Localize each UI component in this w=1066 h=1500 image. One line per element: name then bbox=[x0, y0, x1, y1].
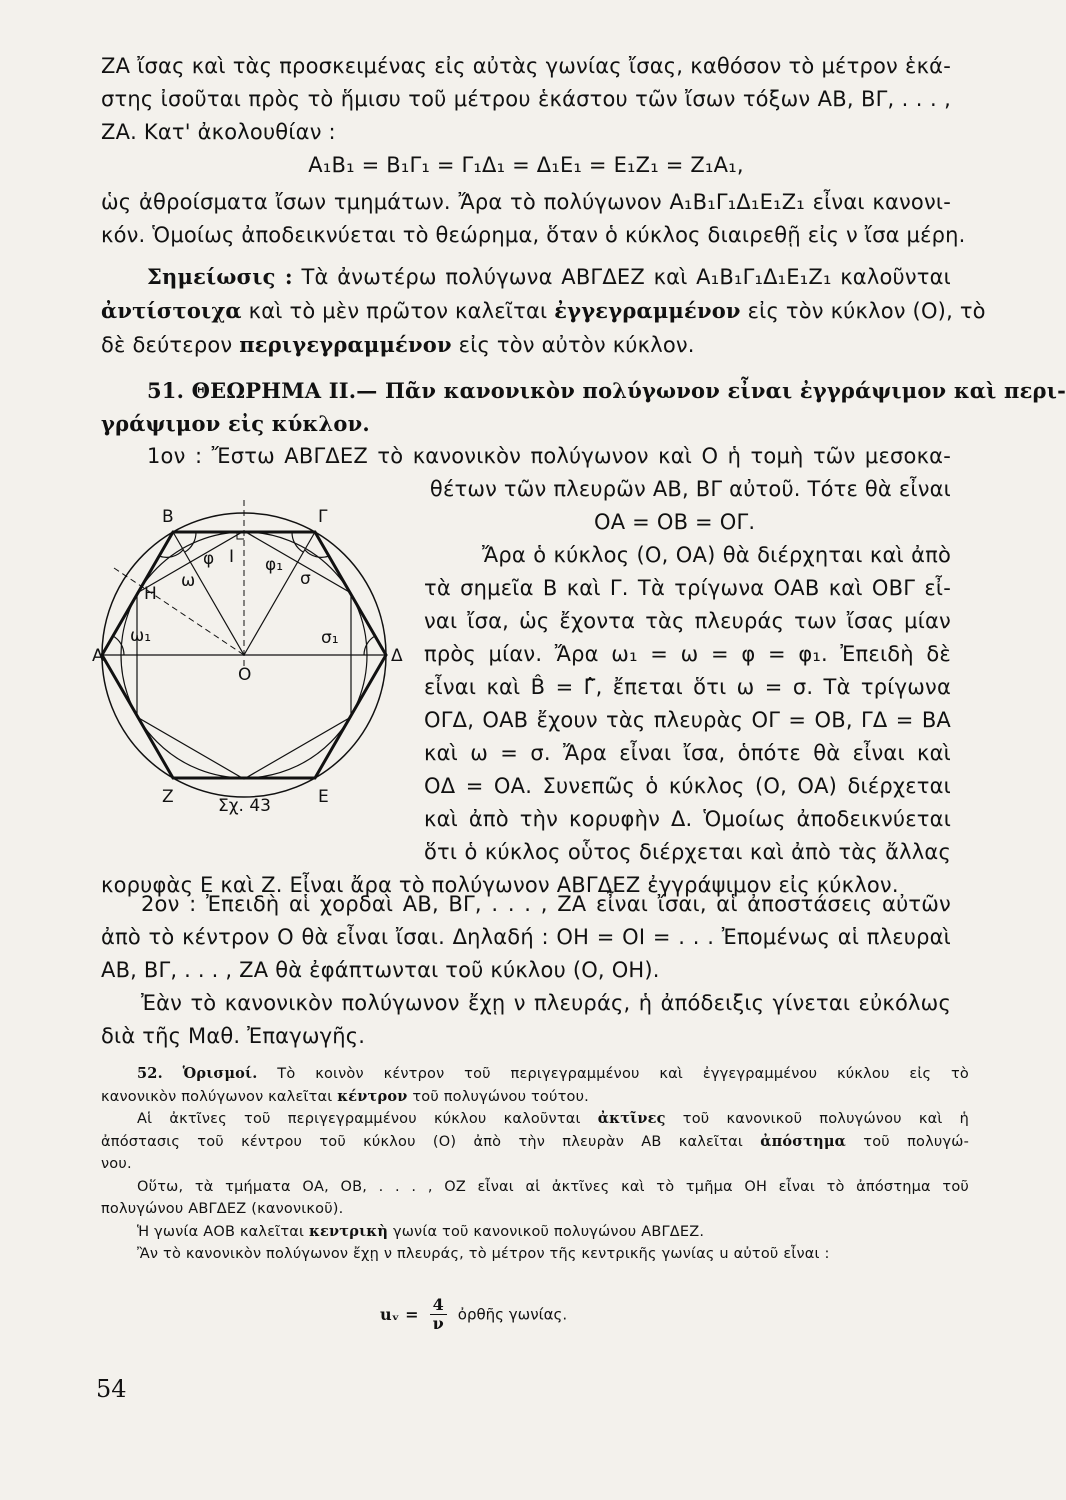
label-sigma: σ bbox=[300, 569, 311, 589]
proof-line: καὶ ω = σ. Ἄρα εἶναι ἴσα, ὁπότε θὰ εἶναι καὶ bbox=[424, 741, 951, 765]
text-line: κόν. Ὁμοίως ἀποδεικνύεται τὸ θεώρημα, ὅταν ὁ κύκλος διαιρεθῇ εἰς ν ἴσα μέρη. bbox=[101, 223, 966, 247]
label-h: Η bbox=[144, 584, 157, 604]
label-g: Γ bbox=[318, 507, 328, 527]
remark-label: Σημείωσις : bbox=[147, 264, 293, 289]
radius-og bbox=[244, 532, 315, 655]
proof-line: Ἄρα ὁ κύκλος (Ο, ΟΑ) θὰ διέρχηται καὶ ἀπὸ bbox=[482, 543, 951, 567]
theorem-title-line: 51. ΘΕΩΡΗΜΑ ΙΙ.— Πᾶν κανονικὸν πολύγωνον εἶναι ἐγγράψιμον καὶ περι- bbox=[147, 378, 1066, 403]
def-line: νου. bbox=[101, 1156, 132, 1172]
proof-line: Ἐὰν τὸ κανονικὸν πολύγωνον ἔχῃ ν πλευράς, ἡ ἀπόδειξις γίνεται εὐκόλως bbox=[141, 991, 951, 1015]
label-d: Δ bbox=[391, 646, 403, 666]
intro-line: στης ἰσοῦται πρὸς τὸ ἥμισυ τοῦ μέτρου ἑκάστου τῶν ἴσων τόξων ΑΒ, ΒΓ, . . . , bbox=[101, 87, 951, 111]
def-line bbox=[101, 1221, 969, 1244]
label-z: Ζ bbox=[162, 787, 174, 807]
intro-line: ΖΑ. Κατ' ἀκολουθίαν : bbox=[101, 120, 336, 144]
proof-line: 2ον : Ἐπειδὴ αἱ χορδαὶ ΑΒ, ΒΓ, . . . , ΖΑ εἶναι ἴσαι, αἱ ἀποστάσεις αὐτῶν bbox=[141, 892, 951, 916]
proof-line: ναι ἴσα, ὡς ἔχοντα τὰς πλευράς των ἴσας μίαν bbox=[424, 609, 951, 633]
term-perigegrammenon: περιγεγραμμένον bbox=[239, 332, 452, 357]
proof-line: ΟΔ = ΟΑ. Συνεπῶς ὁ κύκλος (Ο, ΟΑ) διέρχεται bbox=[424, 774, 951, 798]
term-apostima: ἀπόστημα bbox=[760, 1132, 847, 1150]
term-aktines: ἀκτῖνες bbox=[597, 1110, 666, 1127]
def-text: ἀπόστασις τοῦ κέντρου τοῦ κύκλου (Ο) ἀπὸ τὴν πλευρὰν ΑΒ καλεῖται bbox=[101, 1133, 744, 1150]
remark-line bbox=[101, 328, 951, 362]
proof-line: ΟΑ = ΟΒ = ΟΓ. bbox=[594, 510, 756, 534]
def-line bbox=[101, 1063, 969, 1086]
proof-line: 1ον : Ἔστω ΑΒΓΔΕΖ τὸ κανονικὸν πολύγωνον καὶ Ο ἡ τομὴ τῶν μεσοκα- bbox=[147, 444, 951, 468]
proof-line: ἀπὸ τὸ κέντρον Ο θὰ εἶναι ἴσαι. Δηλαδή : ΟΗ = ΟΙ = . . . Ἐπομένως αἱ πλευραὶ bbox=[101, 925, 951, 949]
label-i: Ι bbox=[229, 547, 235, 567]
formula-numerator: 4 bbox=[430, 1296, 447, 1315]
central-angle-formula bbox=[380, 1296, 567, 1333]
equation-text: Α₁Β₁ = Β₁Γ₁ = Γ₁Δ₁ = Δ₁Ε₁ = Ε₁Ζ₁ = Ζ₁Α₁, bbox=[308, 153, 744, 177]
label-phi: φ bbox=[203, 549, 215, 569]
def-text: τοῦ κανονικοῦ πολυγώνου καὶ ἡ bbox=[682, 1111, 969, 1127]
remark-paragraph bbox=[101, 260, 986, 362]
proof2-paragraph bbox=[101, 888, 951, 1053]
figure-caption: Σχ. 43 bbox=[218, 796, 272, 816]
figure-43 bbox=[92, 500, 416, 820]
proof-line: ΑΒ, ΒΓ, . . . , ΖΑ θὰ ἐφάπτωνται τοῦ κύκλου (Ο, ΟΗ). bbox=[101, 958, 660, 982]
remark-text: καὶ τὸ μὲν πρῶτον καλεῖται bbox=[248, 299, 548, 323]
label-e: Ε bbox=[318, 787, 329, 807]
intro-paragraph bbox=[101, 50, 951, 149]
page-number: 54 bbox=[96, 1375, 127, 1403]
proof-line: κορυφὰς Ε καὶ Ζ. Εἶναι ἄρα τὸ πολύγωνον ΑΒΓΔΕΖ ἐγγράψιμον εἰς κύκλον. bbox=[101, 873, 899, 897]
def-line: Οὕτω, τὰ τμήματα ΟΑ, ΟΒ, . . . , ΟΖ εἶναι αἱ ἀκτῖνες καὶ τὸ τμῆμα ΟΗ εἶναι τὸ ἀπόστημα τοῦ bbox=[137, 1178, 969, 1195]
proof-line: θέτων τῶν πλευρῶν ΑΒ, ΒΓ αὐτοῦ. Τότε θὰ εἶναι bbox=[429, 477, 951, 501]
remark-text: εἰς τὸν αὐτὸν κύκλον. bbox=[458, 333, 695, 357]
text-line: ὡς ἀθροίσματα ἴσων τμημάτων. Ἄρα τὸ πολύγωνον Α₁Β₁Γ₁Δ₁Ε₁Ζ₁ εἶναι κανονι- bbox=[101, 190, 951, 214]
remark-line bbox=[101, 260, 951, 294]
remark-text: δὲ δεύτερον bbox=[101, 333, 233, 357]
def-text: Ἡ γωνία ΑΟΒ καλεῖται bbox=[137, 1223, 305, 1240]
proof-line: καὶ ἀπὸ τὴν κορυφὴν Δ. Ὁμοίως ἀποδεικνύεται bbox=[424, 807, 951, 831]
after-equation-paragraph bbox=[101, 186, 966, 252]
label-sigma1: σ₁ bbox=[321, 628, 339, 648]
proof-line: ΟΓΔ, ΟΑΒ ἔχουν τὰς πλευρὰς ΟΓ = ΟΒ, ΓΔ = ΒΑ bbox=[424, 708, 951, 732]
def-text: Τὸ κοινὸν κέντρον τοῦ περιγεγραμμένου καὶ ἐγγεγραμμένου κύκλου εἰς τὸ bbox=[277, 1066, 969, 1082]
intro-line: ΖΑ ἴσας καὶ τὰς προσκειμένας εἰς αὐτὰς γωνίας ἴσας, καθόσον τὸ μέτρον ἑκά- bbox=[101, 54, 951, 78]
section-number: 52. bbox=[137, 1065, 163, 1082]
theorem-heading bbox=[101, 374, 1066, 440]
def-line bbox=[101, 1108, 969, 1131]
def-line: Ἂν τὸ κανονικὸν πολύγωνον ἔχῃ ν πλευράς, τὸ μέτρον τῆς κεντρικῆς γωνίας u αὐτοῦ εἶναι : bbox=[137, 1246, 830, 1262]
term-kentron: κέντρον bbox=[337, 1087, 408, 1105]
label-omega: ω bbox=[181, 571, 196, 591]
label-b: Β bbox=[162, 507, 174, 527]
def-text: κανονικὸν πολύγωνον καλεῖται bbox=[101, 1088, 333, 1105]
proof-line: τὰ σημεῖα Β καὶ Γ. Τὰ τρίγωνα ΟΑΒ καὶ ΟΒΓ εἶ- bbox=[424, 576, 951, 600]
remark-text: Τὰ ἀνωτέρω πολύγωνα ΑΒΓΔΕΖ καὶ Α₁Β₁Γ₁Δ₁Ε₁Ζ₁ καλοῦνται bbox=[301, 265, 951, 289]
definitions-section bbox=[101, 1063, 969, 1266]
proof-line: πρὸς μίαν. Ἄρα ω₁ = ω = φ = φ₁. Ἐπειδὴ δὲ bbox=[424, 642, 951, 666]
def-line bbox=[101, 1086, 969, 1109]
remark-line bbox=[101, 294, 986, 328]
figure-labels bbox=[92, 507, 403, 807]
def-line bbox=[101, 1131, 969, 1154]
label-o: Ο bbox=[238, 665, 252, 685]
formula-rhs: ὀρθῆς γωνίας. bbox=[457, 1305, 568, 1324]
def-text: τοῦ πολυγώνου τούτου. bbox=[412, 1088, 589, 1105]
def-text: Αἱ ἀκτῖνες τοῦ περιγεγραμμένου κύκλου καλοῦνται bbox=[137, 1111, 581, 1127]
term-kentriki: κεντρικὴ bbox=[308, 1222, 389, 1240]
def-line: πολυγώνου ΑΒΓΔΕΖ (κανονικοῦ). bbox=[101, 1201, 344, 1217]
theorem-title-line: γράψιμον εἰς κύκλον. bbox=[101, 411, 370, 436]
remark-text: εἰς τὸν κύκλον (Ο), τὸ bbox=[747, 299, 986, 323]
label-a: Α bbox=[92, 646, 104, 666]
angle-arc-phi bbox=[185, 532, 196, 552]
formula-lhs: uᵥ = bbox=[380, 1305, 419, 1324]
angle-arc-phi1 bbox=[292, 532, 303, 552]
def-text: τοῦ πολυγώ- bbox=[863, 1133, 970, 1150]
def-text: γωνία τοῦ κανονικοῦ πολυγώνου ΑΒΓΔΕΖ. bbox=[392, 1223, 705, 1240]
label-omega1: ω₁ bbox=[130, 626, 152, 646]
equation-1 bbox=[101, 149, 951, 182]
proof1-first-line bbox=[147, 440, 951, 473]
label-phi1: φ₁ bbox=[265, 555, 284, 575]
formula-fraction bbox=[430, 1296, 447, 1333]
proof1-side-column bbox=[424, 473, 951, 869]
proof-line: ὅτι ὁ κύκλος οὗτος διέρχεται καὶ ἀπὸ τὰς ἄλλας bbox=[424, 840, 951, 864]
section-title: Ὁρισμοί. bbox=[182, 1065, 258, 1082]
proof-line: διὰ τῆς Μαθ. Ἐπαγωγῆς. bbox=[101, 1024, 366, 1048]
proof-line: εἶναι καὶ B̂ = Γ̂, ἔπεται ὅτι ω = σ. Τὰ τρίγωνα bbox=[424, 675, 951, 699]
formula-denominator: ν bbox=[432, 1314, 444, 1333]
term-antistoicha: ἀντίστοιχα bbox=[101, 298, 242, 323]
figure-geometry bbox=[102, 500, 386, 797]
term-eggegrammenon: ἐγγεγραμμένον bbox=[554, 298, 741, 323]
